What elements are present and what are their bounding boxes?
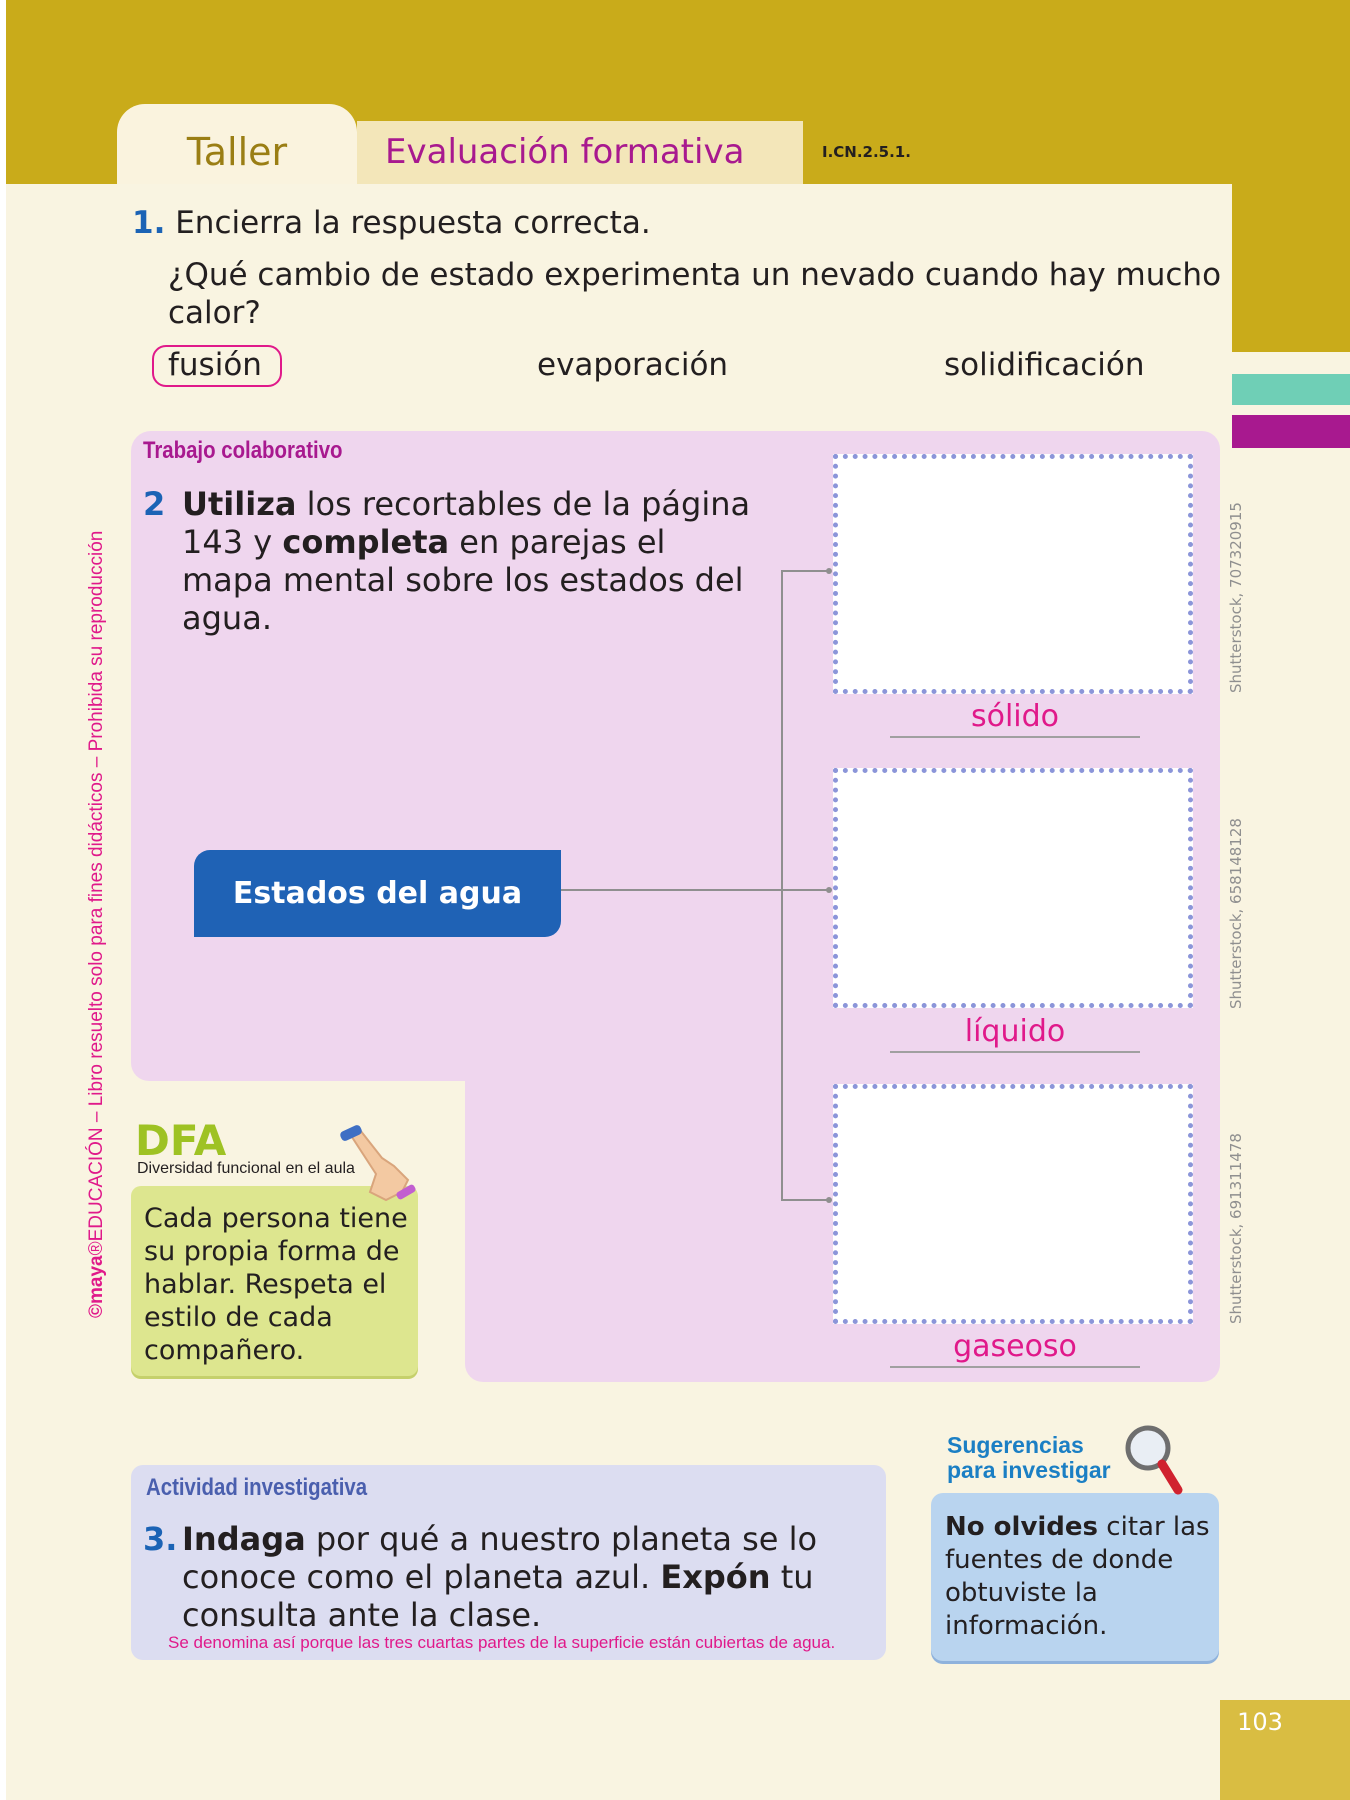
- q1-question: ¿Qué cambio de estado experimenta un nevado cuando hay mucho calor?: [168, 257, 1222, 331]
- photo-credit: Shutterstock, 658148128: [1227, 818, 1245, 1009]
- connector-line: [781, 889, 831, 891]
- connector-line: [781, 1199, 831, 1201]
- option-evaporacion[interactable]: evaporación: [537, 347, 729, 383]
- tab-evaluacion: [357, 121, 803, 184]
- q3-text1: por qué a nuestro planeta se lo conoce como el planeta azul.: [182, 1520, 818, 1596]
- option-fusion[interactable]: fusión: [168, 347, 262, 383]
- brand-maya: ©maya: [86, 1255, 107, 1318]
- page-number: 103: [1237, 1708, 1283, 1736]
- photo-credit: Shutterstock, 707320915: [1227, 502, 1245, 693]
- state-label-gas: gaseoso: [890, 1329, 1140, 1368]
- tab-taller: [117, 104, 357, 184]
- teal-tab: [1232, 374, 1350, 405]
- q1-number: 1.: [132, 205, 166, 241]
- q2-verb2: completa: [282, 523, 450, 561]
- cutout-slot-solid[interactable]: [833, 454, 1193, 694]
- q1-verb: Encierra: [175, 205, 304, 241]
- q3-verb2: Expón: [660, 1558, 771, 1596]
- suggestions-title: [947, 1433, 1111, 1483]
- suggestions-text: [945, 1511, 1215, 1643]
- connector-line: [781, 570, 783, 1200]
- suggestions-rest: citar las fuentes de donde obtuviste la información.: [945, 1512, 1210, 1641]
- dfa-text: Cada persona tiene su propia forma de hablar. Respeta el estilo de cada compañero.: [144, 1203, 408, 1366]
- connector-dot: [826, 887, 832, 893]
- cutout-slot-liquid[interactable]: [833, 768, 1193, 1008]
- cutout-slot-gas[interactable]: [833, 1084, 1193, 1324]
- side-band: [1232, 184, 1350, 352]
- q3-number: 3.: [143, 1520, 178, 1558]
- brand-reg: ®: [86, 1241, 107, 1256]
- q3-answer: Se denomina así porque las tres cuartas partes de la superficie están cubiertas de agua.: [168, 1633, 836, 1652]
- q3-text2: tu consulta ante la clase.: [182, 1558, 814, 1634]
- option-solidificacion[interactable]: solidificación: [944, 347, 1145, 383]
- q2-number: 2: [143, 485, 166, 523]
- page-margin: [0, 0, 6, 1800]
- q2-text1: los recortables de la página 143 y: [182, 485, 751, 561]
- magenta-tab: [1232, 415, 1350, 448]
- magnifier-icon: [1120, 1420, 1190, 1500]
- q1-instruction-rest: la respuesta correcta.: [303, 205, 651, 241]
- tab-taller-label: Taller: [186, 130, 288, 174]
- collab-label: Trabajo colaborativo: [143, 437, 343, 464]
- q2-text: [182, 485, 752, 637]
- tab-evaluacion-label: Evaluación formativa: [385, 132, 745, 172]
- connector-line: [781, 570, 831, 572]
- state-label-liquid: líquido: [890, 1014, 1140, 1053]
- q3-verb1: Indaga: [182, 1520, 306, 1558]
- suggestions-title-line2: para investigar: [947, 1457, 1111, 1483]
- hand-icon: [330, 1122, 420, 1212]
- q3-text: [182, 1520, 832, 1634]
- q2-verb1: Utiliza: [182, 485, 297, 523]
- connector-dot: [826, 1197, 832, 1203]
- mindmap-center-label: Estados del agua: [232, 876, 523, 911]
- suggestions-title-line1: Sugerencias: [947, 1432, 1084, 1458]
- connector-dot: [826, 568, 832, 574]
- copyright-note: [86, 531, 108, 1318]
- research-label: Actividad investigativa: [146, 1474, 368, 1501]
- curriculum-code: I.CN.2.5.1.: [822, 143, 911, 161]
- connector-line: [561, 889, 782, 891]
- suggestions-bold: No olvides: [945, 1512, 1099, 1542]
- state-label-solid: sólido: [890, 699, 1140, 738]
- photo-credit: Shutterstock, 691311478: [1227, 1133, 1245, 1324]
- mindmap-center: [194, 850, 561, 937]
- dfa-title: DFA: [135, 1116, 227, 1165]
- copyright-text: EDUCACIÓN – Libro resuelto solo para fines didácticos – Prohibida su reproducción: [86, 530, 107, 1242]
- q2-text2: en parejas el mapa mental sobre los estados del agua.: [182, 523, 744, 637]
- dfa-subtitle: Diversidad funcional en el aula: [137, 1160, 355, 1177]
- q1-instruction: [132, 205, 651, 241]
